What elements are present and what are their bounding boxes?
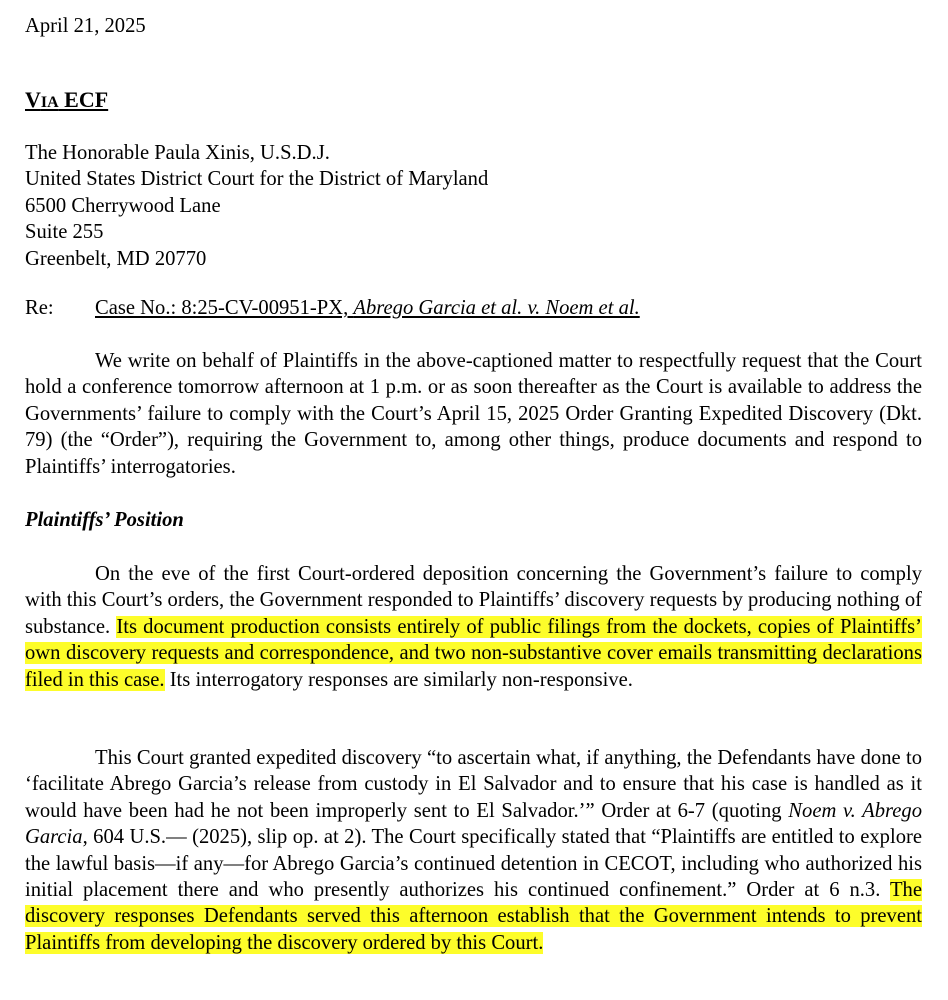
- delivery-method-smallcaps: IA: [40, 94, 59, 111]
- case-number: Case No.: 8:25-CV-00951-PX,: [95, 297, 354, 319]
- re-line: [25, 295, 922, 321]
- case-caption: Abrego Garcia et al. v. Noem et al.: [353, 297, 640, 319]
- addressee-line: Suite 255: [25, 221, 104, 244]
- paragraph-text: We write on behalf of Plaintiffs in the above-captioned matter to respectfully request that the Court hold a conference tomorrow afternoon at 1 p.m. or as soon thereafter as the Court is available to address the Governments’ failure to comply with the Court’s April 15, 2025 Order Granting Expedited Discovery (Dkt. 79) (the “Order”), requiring the Government to, among other things, produce documents and respond to Plaintiffs’ interrogatories.: [25, 350, 922, 478]
- re-subject: [95, 297, 640, 319]
- addressee-line: 6500 Cherrywood Lane: [25, 194, 221, 217]
- paragraph-position: [25, 561, 922, 693]
- delivery-method: [25, 87, 108, 116]
- addressee-block: [25, 140, 488, 272]
- paragraph-discovery: [25, 745, 922, 956]
- delivery-method-rest: ECF: [58, 87, 109, 112]
- addressee-line: United States District Court for the District of Maryland: [25, 168, 489, 191]
- paragraph-text: Its interrogatory responses are similarly non-responsive.: [164, 668, 633, 691]
- section-heading: Plaintiffs’ Position: [25, 509, 184, 531]
- addressee-line: The Honorable Paula Xinis, U.S.D.J.: [25, 142, 330, 164]
- paragraph-text: , 604 U.S.— (2025), slip op. at 2). The Court specifically stated that “Plaintiffs are entitled to explore the lawful basis—if any—for Abrego Garcia’s continued detention in CECOT, including who authorized his initial placement there and who presently authorizes his continued confinement.” Order at 6 n.3.: [25, 826, 922, 902]
- addressee-line: Greenbelt, MD 20770: [25, 247, 207, 270]
- paragraph-text: On the eve of the first Court-ordered deposition concerning the Government’s failure to comply with this Court’s orders, the Government responded to Plaintiffs’ discovery requests by producing nothing of substance.: [25, 563, 922, 638]
- paragraph-request: [25, 348, 922, 480]
- delivery-method-initial: V: [25, 87, 41, 112]
- highlighted-text: Its document production consists entirely of public filings from the dockets, copies of Plaintiffs’ own discovery requests and correspondence, and two non-substantive cover emails transmitting declarations filed in this case.: [25, 615, 923, 691]
- paragraph-text: This Court granted expedited discovery “to ascertain what, if anything, the Defendants have done to ‘facilitate Abrego Garcia’s release from custody in El Salvador and to ensure that his case is handled as it would have been had he not been improperly sent to El Salvador.’” Order at 6-7 (quoting: [25, 747, 922, 822]
- case-citation: Noem v. Abrego Garcia: [25, 799, 922, 849]
- re-label: Re:: [25, 297, 54, 319]
- letter-date: April 21, 2025: [25, 15, 146, 37]
- highlighted-text: The discovery responses Defendants served this afternoon establish that the Government intends to prevent Plaintiffs from developing the discovery ordered by this Court.: [25, 879, 922, 954]
